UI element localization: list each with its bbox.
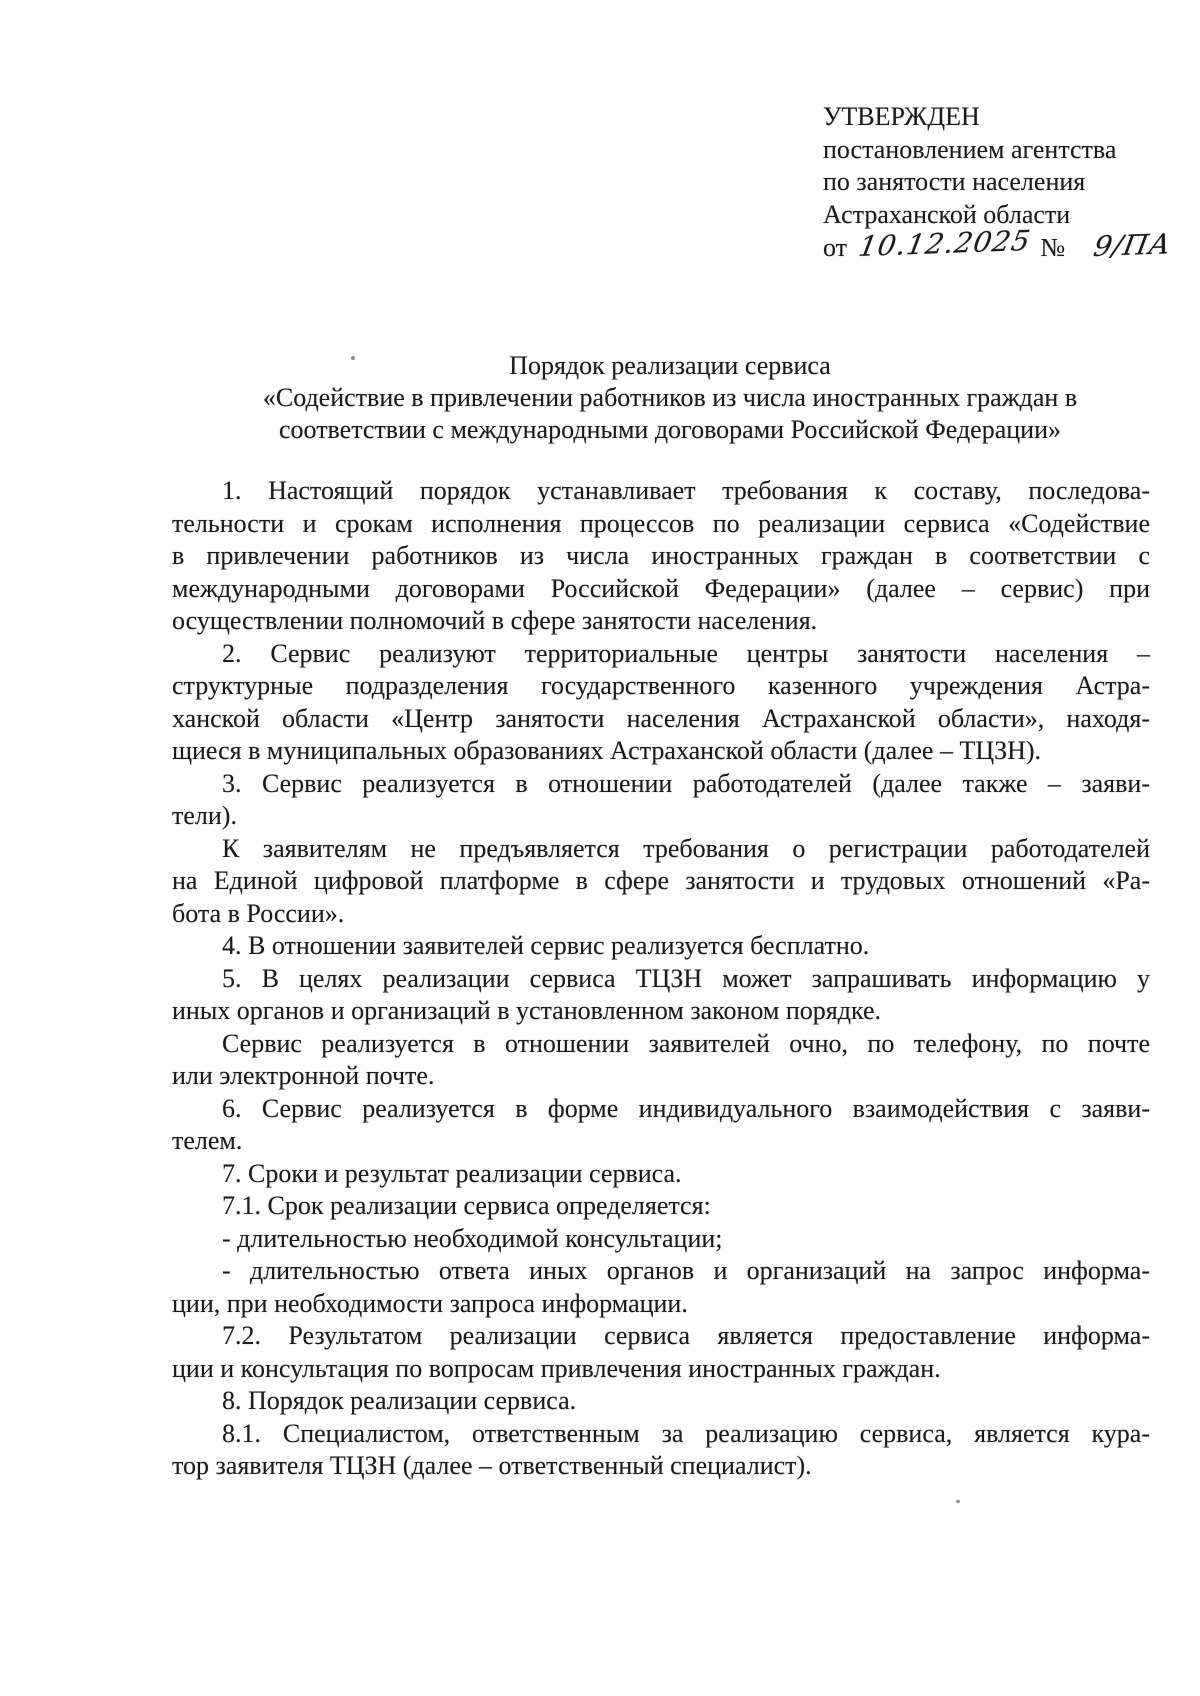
approval-lines bbox=[823, 101, 1168, 231]
text-line: на Единой цифровой платформе в сфере занятости и трудовых отношений «Ра- bbox=[172, 866, 1150, 895]
handwritten-document-number: 9/ПА bbox=[1091, 227, 1175, 264]
text-line: 3. Сервис реализуется в отношении работодателей (далее также – заяви- bbox=[222, 768, 1150, 798]
text-line: 7.1. Срок реализации сервиса определяется: bbox=[222, 1191, 711, 1220]
document-body bbox=[172, 475, 1150, 1483]
text-line: 4. В отношении заявителей сервис реализуется бесплатно. bbox=[222, 931, 870, 960]
text-line: тельности и срокам исполнения процессов по реализации сервиса «Содействие bbox=[172, 508, 1150, 538]
title-line: соответствии с международными договорами Российской Федерации» bbox=[279, 415, 1061, 444]
text-line: Сервис реализуется в отношении заявителей очно, по телефону, по почте bbox=[222, 1028, 1150, 1058]
text-line: 8. Порядок реализации сервиса. bbox=[222, 1386, 577, 1415]
text-line: 5. В целях реализации сервиса ТЦЗН может запрашивать информацию у bbox=[222, 963, 1150, 993]
scan-speck bbox=[956, 1500, 960, 1503]
text-line: международными договорами Российской Федерации» (далее – сервис) при bbox=[172, 573, 1150, 603]
text-line: ханской области «Центр занятости населения Астраханской области», находя- bbox=[172, 703, 1150, 733]
date-prefix-label: от bbox=[823, 233, 848, 262]
text-line: ции и консультация по вопросам привлечения иностранных граждан. bbox=[172, 1353, 941, 1383]
text-line: 1. Настоящий порядок устанавливает требования к составу, последова- bbox=[222, 476, 1150, 505]
text-line: 2. Сервис реализуют территориальные центры занятости населения – bbox=[222, 638, 1150, 668]
text-line: щиеся в муниципальных образованиях Астраханской области (далее – ТЦЗН). bbox=[172, 736, 1042, 765]
text-line: структурные подразделения государственного казенного учреждения Астра- bbox=[172, 671, 1150, 700]
approval-line: Астраханской области bbox=[823, 199, 1071, 229]
approval-line: постановлением агентства bbox=[823, 134, 1117, 164]
text-line: ции, при необходимости запроса информации. bbox=[172, 1288, 688, 1318]
text-line: или электронной почте. bbox=[172, 1061, 435, 1090]
text-line: тор заявителя ТЦЗН (далее – ответственный специалист). bbox=[172, 1451, 812, 1480]
title-line: «Содействие в привлечении работников из числа иностранных граждан в bbox=[262, 383, 1078, 412]
text-line: телем. bbox=[172, 1126, 243, 1155]
scan-speck bbox=[351, 356, 355, 360]
document-title bbox=[172, 350, 1150, 446]
text-line: в привлечении работников из числа иностранных граждан в соответствии с bbox=[172, 541, 1150, 570]
approval-block bbox=[823, 101, 1175, 265]
text-line: тели). bbox=[172, 801, 237, 830]
title-line: Порядок реализации сервиса bbox=[509, 351, 831, 380]
text-line: 7. Сроки и результат реализации сервиса. bbox=[222, 1158, 682, 1188]
text-line: осуществлении полномочий в сфере занятости населения. bbox=[172, 606, 818, 635]
text-line: 7.2. Результатом реализации сервиса является предоставление информа- bbox=[222, 1321, 1150, 1350]
text-line: 6. Сервис реализуется в форме индивидуального взаимодействия с заяви- bbox=[222, 1093, 1150, 1123]
text-line: - длительностью ответа иных органов и организаций на запрос информа- bbox=[222, 1256, 1150, 1285]
text-line: К заявителям не предъявляется требования о регистрации работодателей bbox=[222, 833, 1150, 863]
approval-line: УТВЕРЖДЕН bbox=[823, 102, 980, 131]
handwritten-date: 10.12.2025 bbox=[856, 224, 1034, 264]
approval-date-line bbox=[823, 224, 1175, 265]
text-line: бота в России». bbox=[172, 898, 345, 928]
text-line: - длительностью необходимой консультации; bbox=[222, 1223, 723, 1253]
text-line: 8.1. Специалистом, ответственным за реализацию сервиса, является кура- bbox=[222, 1418, 1150, 1448]
document-number-sign: № bbox=[1040, 233, 1066, 262]
approval-line: по занятости населения bbox=[823, 167, 1086, 196]
text-line: иных органов и организаций в установленном законом порядке. bbox=[172, 996, 881, 1025]
